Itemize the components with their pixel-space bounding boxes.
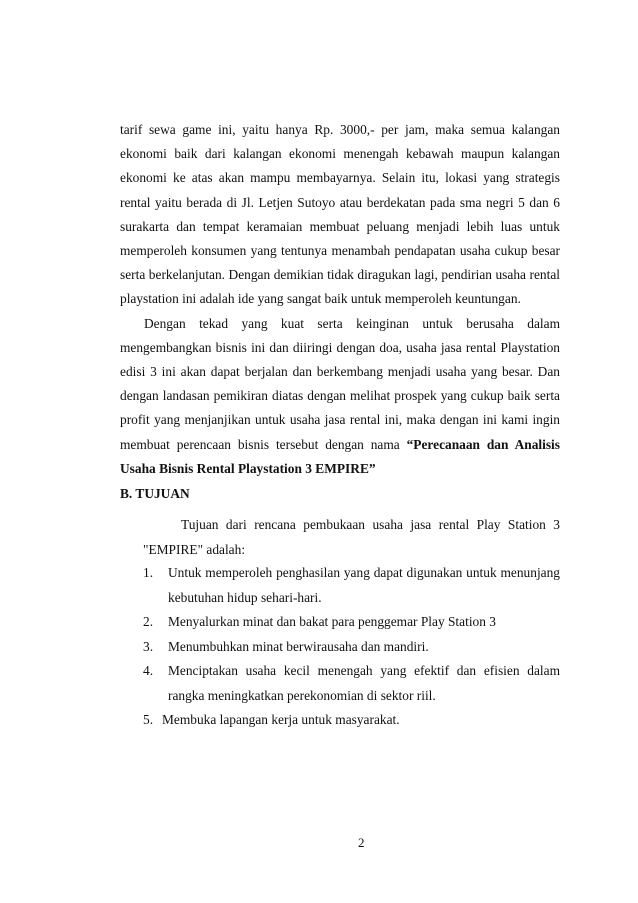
paragraph-1: tarif sewa game ini, yaitu hanya Rp. 3000,- per jam, maka semua kalangan ekonomi baik dari kalangan ekonomi menengah kebawah maupun kalangan ekonomi ke atas akan mampu membayarnya. Selain itu, lokasi yang strategis rental yaitu berada di Jl. Letjen Sutoyo atau berdekatan pada sma negri 5 dan 6 surakarta dan tempat keramaian membuat peluang menjadi lebih luas untuk memperoleh konsumen yang tentunya menambah pendapatan usaha cukup besar serta berkelanjutan. Dengan demikian tidak diragukan lagi, pendirian usaha rental playstation ini adalah ide yang sangat baik untuk memperoleh keuntungan. (120, 122, 560, 307)
page-number: 2 (358, 835, 365, 850)
list-item (143, 561, 560, 610)
list-item-text: Membuka lapangan kerja untuk masyarakat. (162, 712, 400, 727)
list-item (143, 610, 560, 635)
tujuan-intro (143, 513, 560, 562)
list-item (143, 659, 560, 708)
list-item-number: 5. (143, 712, 154, 727)
list-item-text: Menumbuhkan minat berwirausaha dan mandiri. (168, 638, 429, 654)
tujuan-list (143, 561, 560, 733)
list-item-text: Menciptakan usaha kecil menengah yang efektif dan efisien dalam rangka meningkatkan perekonomian di sektor riil. (168, 663, 560, 703)
list-item-number: 1. (143, 565, 154, 580)
list-item-number: 4. (143, 663, 154, 678)
list-item (143, 635, 560, 660)
list-item (143, 708, 560, 733)
business-plan-title: “Perecanaan dan Analisis Usaha Bisnis Rental Playstation 3 EMPIRE” (120, 436, 560, 476)
list-item-number: 2. (143, 614, 154, 629)
list-item-text: Menyalurkan minat dan bakat para penggemar Play Station 3 (168, 614, 496, 629)
list-item-number: 3. (143, 638, 154, 654)
section-heading-tujuan: B. TUJUAN (120, 486, 190, 501)
paragraph-2-text: Dengan tekad yang kuat serta keinginan untuk berusaha dalam mengembangkan bisnis ini dan diiringi dengan doa, usaha jasa rental Playstation edisi 3 ini akan dapat berjalan dan berkembang menjadi usaha yang besar. Dan dengan landasan pemikiran diatas dengan melihat prospek yang cukup baik serta profit yang menjanjikan untuk usaha jasa rental ini, maka dengan ini kami ingin membuat perencaan bisnis tersebut dengan nama (120, 315, 560, 452)
body-text (120, 118, 560, 481)
tujuan-intro-text: Tujuan dari rencana pembukaan usaha jasa rental Play Station 3 "EMPIRE" adalah: (143, 517, 560, 557)
paragraph-2 (120, 312, 560, 481)
list-item-text: Untuk memperoleh penghasilan yang dapat digunakan untuk menunjang kebutuhan hidup sehari-hari. (168, 565, 560, 605)
